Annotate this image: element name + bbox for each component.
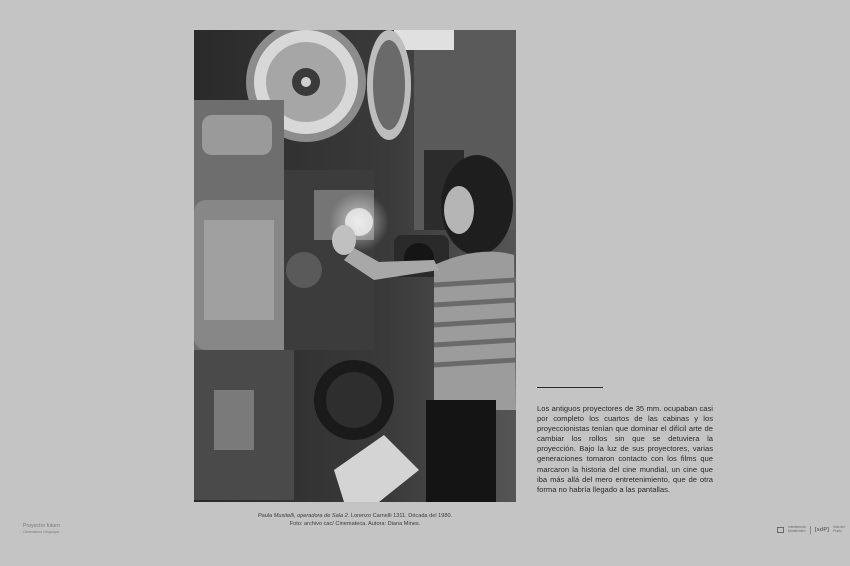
footer-left: [23, 523, 60, 535]
intendencia-logo-icon: [777, 527, 784, 533]
sdp-logo: [sdP]: [814, 527, 830, 533]
section-divider: [537, 387, 603, 388]
projector-photo: [194, 30, 516, 502]
photo-illustration: [194, 30, 516, 502]
footer-subtitle: Cinemateca Uruguaya: [23, 530, 59, 534]
sdp-logo-subtitle: Sala del Prado: [833, 525, 845, 533]
intendencia-logo-text: Intendencia Montevideo: [788, 525, 806, 533]
caption-details: Lorenzo Carnelli 1311. Década del 1980.: [349, 513, 453, 519]
photo-caption: [194, 512, 516, 529]
caption-line-1: [194, 512, 516, 520]
footer-logos: [777, 526, 845, 534]
body-paragraph: Los antiguos proyectores de 35 mm. ocupaban casi por completo los cuartos de las cabinas y los proyeccionistas tenían que dominar el difícil arte de cambiar los rollos sin que se detuviera la proyección. Bajo la luz de sus proyectores, varias generaciones tomaron contacto con los films que marcaron la historia del cine mundial, un cine que iba más allá del mero entretenimiento, que de otra forma no habría llegado a las pantallas.: [537, 404, 713, 494]
caption-credit: Foto: archivo cac/ Cinemateca. Autora: Diana Mines.: [289, 521, 421, 528]
caption-subject: Paula Musitelli, operadora de Sala 2.: [257, 513, 350, 519]
logo-divider: [810, 526, 811, 534]
footer-title: Proyector futuro: [23, 523, 60, 529]
